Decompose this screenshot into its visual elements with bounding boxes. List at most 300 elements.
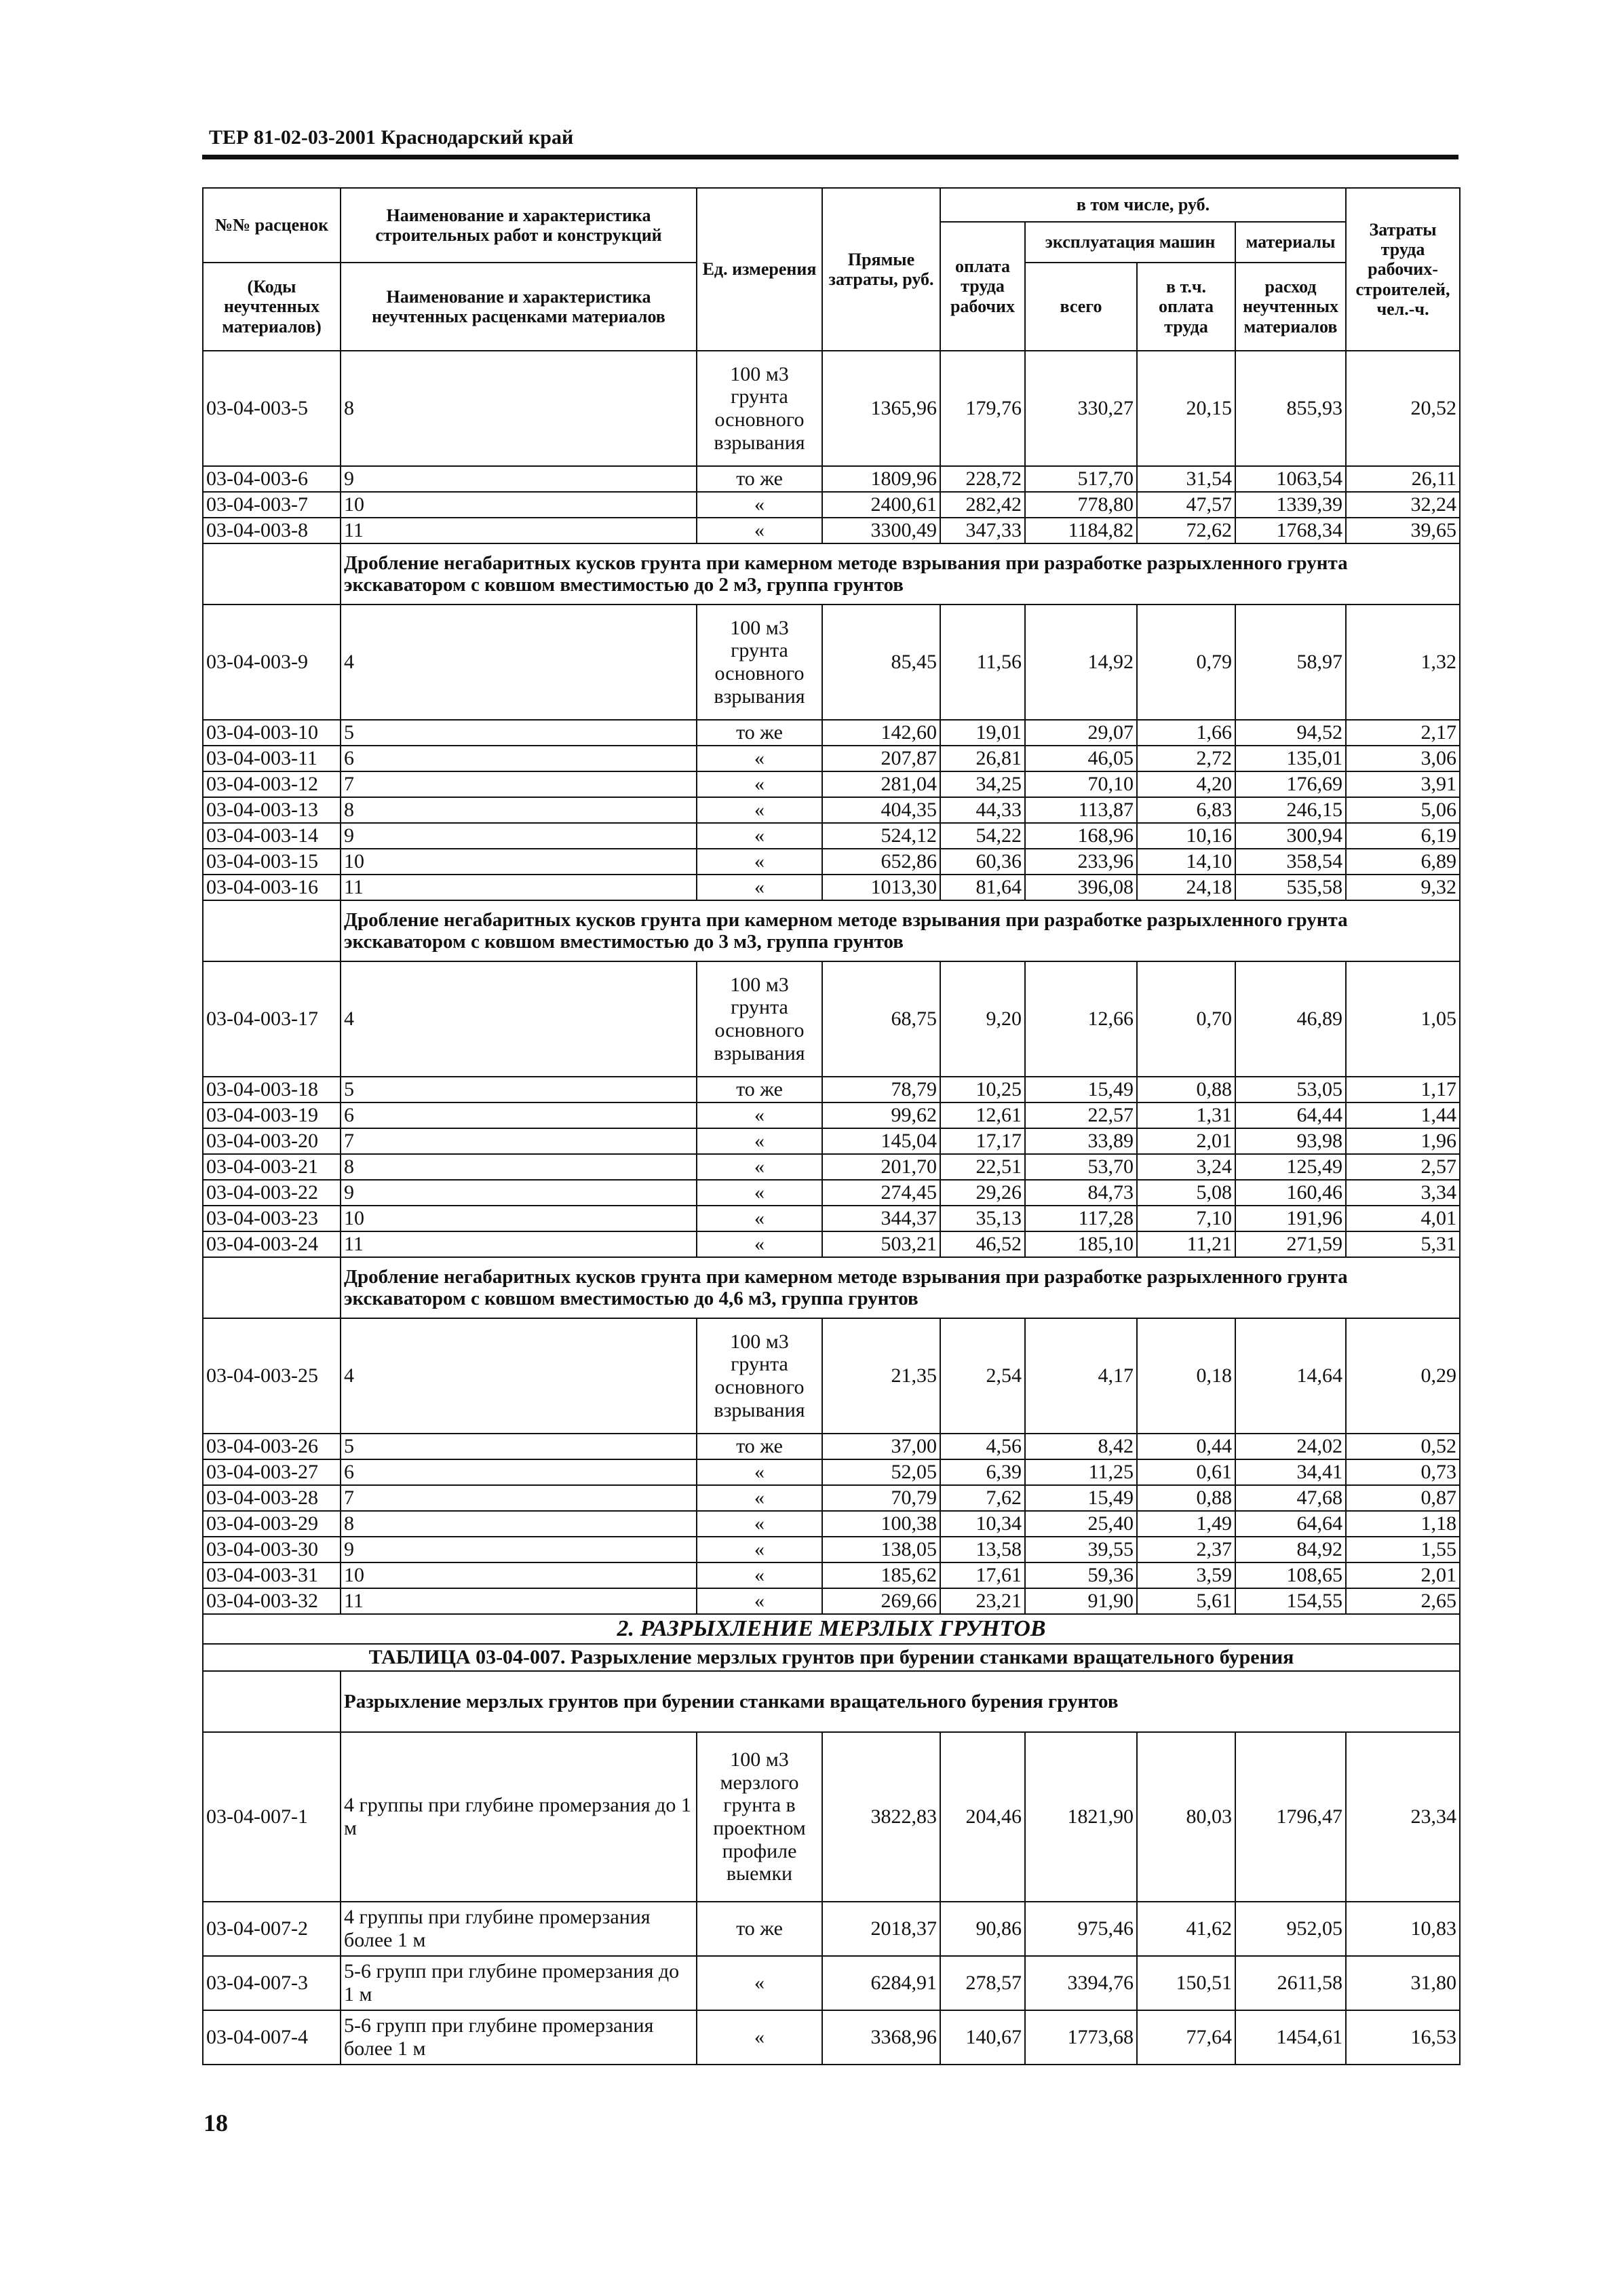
- rate-code: 03-04-003-22: [203, 1180, 341, 1206]
- work-name: 4: [341, 605, 697, 720]
- header-labor: Затраты труда рабочих-строителей, чел.-ч.: [1346, 188, 1460, 351]
- materials-cost: 135,01: [1235, 746, 1346, 771]
- table-row: [203, 1102, 1460, 1128]
- unit: 100 м3 грунта основного взрывания: [697, 961, 822, 1077]
- table-row: [203, 1154, 1460, 1180]
- materials-cost: 1768,34: [1235, 518, 1346, 543]
- machine-cost: 517,70: [1025, 466, 1137, 492]
- machine-wage-cost: 31,54: [1137, 466, 1235, 492]
- machine-wage-cost: 14,10: [1137, 849, 1235, 875]
- machine-wage-cost: 7,10: [1137, 1206, 1235, 1231]
- direct-cost: 2018,37: [822, 1902, 940, 1956]
- work-name: 9: [341, 823, 697, 849]
- work-name: 6: [341, 1102, 697, 1128]
- machine-wage-cost: 1,49: [1137, 1511, 1235, 1537]
- work-name: 9: [341, 466, 697, 492]
- unit: 100 м3 грунта основного взрывания: [697, 351, 822, 466]
- labor-cost: 32,24: [1346, 492, 1460, 518]
- table-row: [203, 605, 1460, 720]
- unit: «: [697, 518, 822, 543]
- materials-cost: 108,65: [1235, 1562, 1346, 1588]
- unit: «: [697, 1231, 822, 1257]
- rate-code: 03-04-003-16: [203, 875, 341, 900]
- rate-code: 03-04-003-19: [203, 1102, 341, 1128]
- table-row: [203, 492, 1460, 518]
- materials-cost: 24,02: [1235, 1434, 1346, 1459]
- machine-wage-cost: 20,15: [1137, 351, 1235, 466]
- header-code: [203, 188, 341, 263]
- machine-wage-cost: 5,61: [1137, 1588, 1235, 1614]
- materials-cost: 952,05: [1235, 1902, 1346, 1956]
- unit: «: [697, 771, 822, 797]
- machine-wage-cost: 0,18: [1137, 1318, 1235, 1434]
- rate-code: 03-04-003-12: [203, 771, 341, 797]
- work-name: 6: [341, 746, 697, 771]
- work-name: 5-6 групп при глубине промерзания более 1 м: [341, 2010, 697, 2065]
- section-title: Дробление негабаритных кусков грунта при камерном методе взрывания при разработке разрыхленного грунта экскаватором с ковшом вместимостью до 4,6 м3, группа грунтов: [341, 1257, 1460, 1318]
- rate-code: 03-04-007-4: [203, 2010, 341, 2065]
- machine-cost: 46,05: [1025, 746, 1137, 771]
- unit: «: [697, 1537, 822, 1562]
- wage-cost: 10,25: [940, 1077, 1025, 1102]
- table-row: [203, 1318, 1460, 1434]
- labor-cost: 26,11: [1346, 466, 1460, 492]
- work-name: 9: [341, 1180, 697, 1206]
- table-row: [203, 1128, 1460, 1154]
- work-name: 7: [341, 771, 697, 797]
- work-name: 7: [341, 1485, 697, 1511]
- work-name: 4 группы при глубине промерзания более 1 м: [341, 1902, 697, 1956]
- table-title-row: [203, 1644, 1460, 1671]
- direct-cost: 3822,83: [822, 1732, 940, 1902]
- materials-cost: 191,96: [1235, 1206, 1346, 1231]
- wage-cost: 278,57: [940, 1956, 1025, 2010]
- materials-cost: 46,89: [1235, 961, 1346, 1077]
- materials-cost: 58,97: [1235, 605, 1346, 720]
- direct-cost: 100,38: [822, 1511, 940, 1537]
- materials-cost: 47,68: [1235, 1485, 1346, 1511]
- wage-cost: 2,54: [940, 1318, 1025, 1434]
- machine-cost: 168,96: [1025, 823, 1137, 849]
- header-wage: оплата труда рабочих: [940, 222, 1025, 351]
- direct-cost: 404,35: [822, 797, 940, 823]
- direct-cost: 269,66: [822, 1588, 940, 1614]
- machine-cost: 113,87: [1025, 797, 1137, 823]
- direct-cost: 52,05: [822, 1459, 940, 1485]
- header-code-sub-label: (Коды неучтенных материалов): [222, 277, 322, 337]
- machine-cost: 396,08: [1025, 875, 1137, 900]
- machine-cost: 975,46: [1025, 1902, 1137, 1956]
- wage-cost: 29,26: [940, 1180, 1025, 1206]
- machine-wage-cost: 47,57: [1137, 492, 1235, 518]
- labor-cost: 1,18: [1346, 1511, 1460, 1537]
- document-header: ТЕР 81-02-03-2001 Краснодарский край: [209, 126, 574, 149]
- unit: «: [697, 2010, 822, 2065]
- unit: «: [697, 1511, 822, 1537]
- wage-cost: 34,25: [940, 771, 1025, 797]
- direct-cost: 503,21: [822, 1231, 940, 1257]
- materials-cost: 14,64: [1235, 1318, 1346, 1434]
- rate-code: 03-04-003-23: [203, 1206, 341, 1231]
- rate-code: 03-04-003-24: [203, 1231, 341, 1257]
- rate-code: 03-04-003-6: [203, 466, 341, 492]
- materials-cost: 1454,61: [1235, 2010, 1346, 2065]
- labor-cost: 0,29: [1346, 1318, 1460, 1434]
- rate-code: 03-04-003-30: [203, 1537, 341, 1562]
- direct-cost: 142,60: [822, 720, 940, 746]
- machine-wage-cost: 150,51: [1137, 1956, 1235, 2010]
- labor-cost: 5,31: [1346, 1231, 1460, 1257]
- unit: «: [697, 849, 822, 875]
- rate-code: 03-04-003-32: [203, 1588, 341, 1614]
- section-row: [203, 543, 1460, 605]
- table-row: [203, 720, 1460, 746]
- labor-cost: 1,55: [1346, 1537, 1460, 1562]
- work-name: 8: [341, 351, 697, 466]
- rate-code: 03-04-003-26: [203, 1434, 341, 1459]
- direct-cost: 78,79: [822, 1077, 940, 1102]
- machine-wage-cost: 2,37: [1137, 1537, 1235, 1562]
- labor-cost: 1,32: [1346, 605, 1460, 720]
- direct-cost: 1013,30: [822, 875, 940, 900]
- machine-wage-cost: 41,62: [1137, 1902, 1235, 1956]
- machine-cost: 33,89: [1025, 1128, 1137, 1154]
- table-row: [203, 1206, 1460, 1231]
- table-body-explosion: [203, 351, 1460, 1614]
- rate-code: 03-04-003-29: [203, 1511, 341, 1537]
- table-row: [203, 1434, 1460, 1459]
- rate-code: 03-04-003-31: [203, 1562, 341, 1588]
- section-row: [203, 1671, 1460, 1732]
- labor-cost: 3,91: [1346, 771, 1460, 797]
- machine-wage-cost: 0,70: [1137, 961, 1235, 1077]
- machine-wage-cost: 10,16: [1137, 823, 1235, 849]
- header-name-sub: [341, 263, 697, 351]
- table-row: [203, 797, 1460, 823]
- section-title: Дробление негабаритных кусков грунта при камерном методе взрывания при разработке разрыхленного грунта экскаватором с ковшом вместимостью до 2 м3, группа грунтов: [341, 543, 1460, 605]
- labor-cost: 2,57: [1346, 1154, 1460, 1180]
- labor-cost: 10,83: [1346, 1902, 1460, 1956]
- direct-cost: 1809,96: [822, 466, 940, 492]
- unit: «: [697, 1154, 822, 1180]
- wage-cost: 17,17: [940, 1128, 1025, 1154]
- table-row: [203, 351, 1460, 466]
- header-name: [341, 188, 697, 263]
- direct-cost: 138,05: [822, 1537, 940, 1562]
- machine-wage-cost: 1,66: [1137, 720, 1235, 746]
- work-name: 4: [341, 961, 697, 1077]
- unit: «: [697, 746, 822, 771]
- header-unit: Ед. измерения: [697, 188, 822, 351]
- header-direct: Прямые затраты, руб.: [822, 188, 940, 351]
- table-row: [203, 875, 1460, 900]
- wage-cost: 282,42: [940, 492, 1025, 518]
- materials-cost: 154,55: [1235, 1588, 1346, 1614]
- table-row: [203, 1956, 1460, 2010]
- materials-cost: 64,44: [1235, 1102, 1346, 1128]
- machine-cost: 39,55: [1025, 1537, 1137, 1562]
- table-body-frozen: [203, 1671, 1460, 2065]
- machine-cost: 29,07: [1025, 720, 1137, 746]
- unit: «: [697, 797, 822, 823]
- header-including: в том числе, руб.: [940, 188, 1346, 222]
- machine-wage-cost: 72,62: [1137, 518, 1235, 543]
- chapter-row: [203, 1614, 1460, 1644]
- direct-cost: 6284,91: [822, 1956, 940, 2010]
- machine-wage-cost: 0,44: [1137, 1434, 1235, 1459]
- direct-cost: 68,75: [822, 961, 940, 1077]
- unit: «: [697, 1206, 822, 1231]
- wage-cost: 4,56: [940, 1434, 1025, 1459]
- rate-code: 03-04-003-20: [203, 1128, 341, 1154]
- direct-cost: 3300,49: [822, 518, 940, 543]
- table-row: [203, 1180, 1460, 1206]
- direct-cost: 85,45: [822, 605, 940, 720]
- section-title: Дробление негабаритных кусков грунта при камерном методе взрывания при разработке разрыхленного грунта экскаватором с ковшом вместимостью до 3 м3, группа грунтов: [341, 900, 1460, 961]
- work-name: 8: [341, 1154, 697, 1180]
- machine-cost: 8,42: [1025, 1434, 1137, 1459]
- machine-cost: 778,80: [1025, 492, 1137, 518]
- section-title: Разрыхление мерзлых грунтов при бурении станками вращательного бурения грунтов: [341, 1671, 1460, 1732]
- machine-cost: 3394,76: [1025, 1956, 1137, 2010]
- wage-cost: 140,67: [940, 2010, 1025, 2065]
- direct-cost: 281,04: [822, 771, 940, 797]
- labor-cost: 16,53: [1346, 2010, 1460, 2065]
- rate-code: 03-04-003-17: [203, 961, 341, 1077]
- materials-cost: 1339,39: [1235, 492, 1346, 518]
- rate-code: 03-04-003-5: [203, 351, 341, 466]
- work-name: 5: [341, 1434, 697, 1459]
- wage-cost: 10,34: [940, 1511, 1025, 1537]
- unit: 100 м3 грунта основного взрывания: [697, 1318, 822, 1434]
- section-empty-cell: [203, 1671, 341, 1732]
- labor-cost: 1,05: [1346, 961, 1460, 1077]
- header-code-sub: [203, 263, 341, 351]
- table-row: [203, 1732, 1460, 1902]
- labor-cost: 9,32: [1346, 875, 1460, 900]
- section-empty-cell: [203, 543, 341, 605]
- materials-cost: 34,41: [1235, 1459, 1346, 1485]
- table-row: [203, 2010, 1460, 2065]
- machine-cost: 1773,68: [1025, 2010, 1137, 2065]
- machine-wage-cost: 11,21: [1137, 1231, 1235, 1257]
- machine-cost: 84,73: [1025, 1180, 1137, 1206]
- materials-cost: 2611,58: [1235, 1956, 1346, 2010]
- materials-cost: 64,64: [1235, 1511, 1346, 1537]
- labor-cost: 0,52: [1346, 1434, 1460, 1459]
- machine-cost: 4,17: [1025, 1318, 1137, 1434]
- table-row: [203, 1902, 1460, 1956]
- table-row: [203, 771, 1460, 797]
- direct-cost: 201,70: [822, 1154, 940, 1180]
- unit: «: [697, 1562, 822, 1588]
- machine-cost: 91,90: [1025, 1588, 1137, 1614]
- header-machine-wage: в т.ч. оплата труда: [1137, 263, 1235, 351]
- work-name: 4 группы при глубине промерзания до 1 м: [341, 1732, 697, 1902]
- direct-cost: 2400,61: [822, 492, 940, 518]
- rate-code: 03-04-003-21: [203, 1154, 341, 1180]
- unit: то же: [697, 720, 822, 746]
- unit: «: [697, 1128, 822, 1154]
- labor-cost: 20,52: [1346, 351, 1460, 466]
- unit: то же: [697, 1077, 822, 1102]
- wage-cost: 46,52: [940, 1231, 1025, 1257]
- rate-code: 03-04-003-18: [203, 1077, 341, 1102]
- wage-cost: 26,81: [940, 746, 1025, 771]
- unit: «: [697, 1956, 822, 2010]
- unit: «: [697, 1102, 822, 1128]
- labor-cost: 31,80: [1346, 1956, 1460, 2010]
- materials-cost: 84,92: [1235, 1537, 1346, 1562]
- labor-cost: 2,17: [1346, 720, 1460, 746]
- table-row: [203, 1077, 1460, 1102]
- labor-cost: 1,44: [1346, 1102, 1460, 1128]
- machine-wage-cost: 0,79: [1137, 605, 1235, 720]
- rate-code: 03-04-007-3: [203, 1956, 341, 2010]
- materials-cost: 93,98: [1235, 1128, 1346, 1154]
- machine-cost: 11,25: [1025, 1459, 1137, 1485]
- machine-cost: 233,96: [1025, 849, 1137, 875]
- work-name: 5: [341, 1077, 697, 1102]
- materials-cost: 1796,47: [1235, 1732, 1346, 1902]
- rate-code: 03-04-003-25: [203, 1318, 341, 1434]
- wage-cost: 204,46: [940, 1732, 1025, 1902]
- wage-cost: 6,39: [940, 1459, 1025, 1485]
- work-name: 10: [341, 492, 697, 518]
- machine-wage-cost: 2,72: [1137, 746, 1235, 771]
- labor-cost: 1,17: [1346, 1077, 1460, 1102]
- work-name: 10: [341, 1562, 697, 1588]
- header-name-sub-label: Наименование и характеристика неучтенных расценками материалов: [372, 286, 665, 326]
- rate-code: 03-04-003-27: [203, 1459, 341, 1485]
- materials-cost: 300,94: [1235, 823, 1346, 849]
- materials-cost: 125,49: [1235, 1154, 1346, 1180]
- table-header: [203, 188, 1460, 351]
- wage-cost: 12,61: [940, 1102, 1025, 1128]
- wage-cost: 228,72: [940, 466, 1025, 492]
- work-name: 10: [341, 1206, 697, 1231]
- rate-code: 03-04-003-28: [203, 1485, 341, 1511]
- machine-cost: 330,27: [1025, 351, 1137, 466]
- table-row: [203, 961, 1460, 1077]
- section-row: [203, 1257, 1460, 1318]
- machine-wage-cost: 3,59: [1137, 1562, 1235, 1588]
- machine-cost: 53,70: [1025, 1154, 1137, 1180]
- unit: «: [697, 492, 822, 518]
- direct-cost: 1365,96: [822, 351, 940, 466]
- machine-wage-cost: 0,88: [1137, 1485, 1235, 1511]
- rate-code: 03-04-003-11: [203, 746, 341, 771]
- wage-cost: 81,64: [940, 875, 1025, 900]
- unit: 100 м3 мерзлого грунта в проектном профиле выемки: [697, 1732, 822, 1902]
- materials-cost: 94,52: [1235, 720, 1346, 746]
- wage-cost: 179,76: [940, 351, 1025, 466]
- work-name: 11: [341, 518, 697, 543]
- machine-cost: 15,49: [1025, 1485, 1137, 1511]
- work-name: 11: [341, 875, 697, 900]
- wage-cost: 7,62: [940, 1485, 1025, 1511]
- machine-cost: 22,57: [1025, 1102, 1137, 1128]
- wage-cost: 347,33: [940, 518, 1025, 543]
- wage-cost: 13,58: [940, 1537, 1025, 1562]
- unit: то же: [697, 1902, 822, 1956]
- table-row: [203, 849, 1460, 875]
- header-machine: эксплуатация машин: [1025, 222, 1235, 263]
- section-empty-cell: [203, 900, 341, 961]
- wage-cost: 35,13: [940, 1206, 1025, 1231]
- labor-cost: 4,01: [1346, 1206, 1460, 1231]
- direct-cost: 37,00: [822, 1434, 940, 1459]
- machine-cost: 14,92: [1025, 605, 1137, 720]
- table-title: ТАБЛИЦА 03-04-007. Разрыхление мерзлых грунтов при бурении станками вращательного бурения: [203, 1644, 1460, 1671]
- labor-cost: 6,89: [1346, 849, 1460, 875]
- labor-cost: 1,96: [1346, 1128, 1460, 1154]
- machine-wage-cost: 0,88: [1137, 1077, 1235, 1102]
- section-row: [203, 900, 1460, 961]
- table-body-chapter: [203, 1614, 1460, 1671]
- labor-cost: 3,06: [1346, 746, 1460, 771]
- chapter-title: 2. РАЗРЫХЛЕНИЕ МЕРЗЛЫХ ГРУНТОВ: [203, 1614, 1460, 1644]
- machine-cost: 15,49: [1025, 1077, 1137, 1102]
- wage-cost: 44,33: [940, 797, 1025, 823]
- work-name: 8: [341, 797, 697, 823]
- table-row: [203, 1511, 1460, 1537]
- machine-cost: 25,40: [1025, 1511, 1137, 1537]
- materials-cost: 855,93: [1235, 351, 1346, 466]
- machine-cost: 70,10: [1025, 771, 1137, 797]
- page-number: 18: [204, 2109, 228, 2136]
- header-materials-unaccounted: расход неучтенных материалов: [1235, 263, 1346, 351]
- direct-cost: 524,12: [822, 823, 940, 849]
- wage-cost: 11,56: [940, 605, 1025, 720]
- table-row: [203, 1231, 1460, 1257]
- table-row: [203, 1485, 1460, 1511]
- machine-wage-cost: 0,61: [1137, 1459, 1235, 1485]
- direct-cost: 207,87: [822, 746, 940, 771]
- work-name: 9: [341, 1537, 697, 1562]
- table-row: [203, 466, 1460, 492]
- work-name: 11: [341, 1231, 697, 1257]
- price-table: [202, 187, 1461, 2065]
- labor-cost: 5,06: [1346, 797, 1460, 823]
- machine-wage-cost: 5,08: [1137, 1180, 1235, 1206]
- wage-cost: 54,22: [940, 823, 1025, 849]
- machine-wage-cost: 2,01: [1137, 1128, 1235, 1154]
- wage-cost: 90,86: [940, 1902, 1025, 1956]
- wage-cost: 19,01: [940, 720, 1025, 746]
- unit: «: [697, 823, 822, 849]
- header-code-label: №№ расценок: [214, 215, 329, 235]
- unit: то же: [697, 1434, 822, 1459]
- labor-cost: 3,34: [1346, 1180, 1460, 1206]
- labor-cost: 2,65: [1346, 1588, 1460, 1614]
- table-row: [203, 518, 1460, 543]
- rate-code: 03-04-003-8: [203, 518, 341, 543]
- unit: «: [697, 1588, 822, 1614]
- unit: «: [697, 1459, 822, 1485]
- direct-cost: 344,37: [822, 1206, 940, 1231]
- unit: «: [697, 1180, 822, 1206]
- direct-cost: 145,04: [822, 1128, 940, 1154]
- materials-cost: 1063,54: [1235, 466, 1346, 492]
- section-empty-cell: [203, 1257, 341, 1318]
- machine-wage-cost: 6,83: [1137, 797, 1235, 823]
- table-row: [203, 746, 1460, 771]
- labor-cost: 6,19: [1346, 823, 1460, 849]
- materials-cost: 160,46: [1235, 1180, 1346, 1206]
- labor-cost: 2,01: [1346, 1562, 1460, 1588]
- machine-cost: 117,28: [1025, 1206, 1137, 1231]
